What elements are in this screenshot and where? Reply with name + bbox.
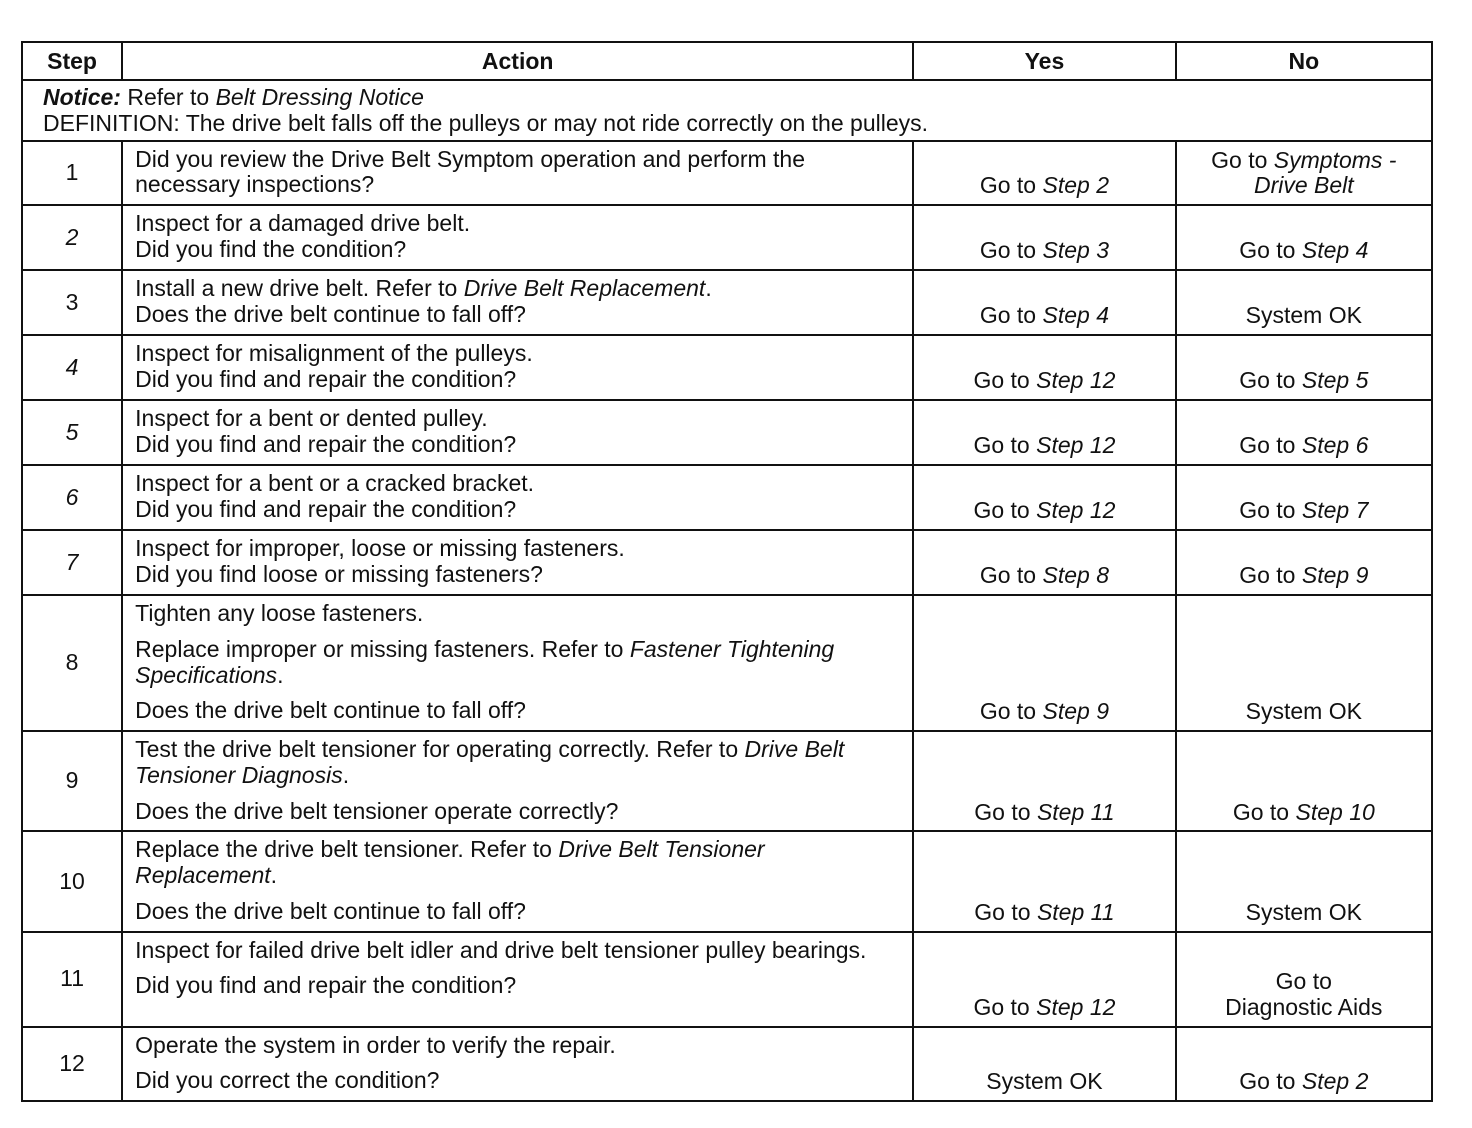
- no-prefix: Go to: [1211, 146, 1274, 173]
- definition-text: DEFINITION: The drive belt falls off the pulleys or may not ride correctly on the pulleys.: [43, 109, 929, 136]
- yes-cell: [913, 400, 1175, 465]
- table-row: [22, 205, 1432, 270]
- step-number: 1: [22, 141, 122, 206]
- action-question: Did you find the condition?: [135, 235, 407, 262]
- table-row: [22, 1027, 1432, 1102]
- yes-cell: [913, 530, 1175, 595]
- action-question: Did you find and repair the condition?: [135, 365, 517, 392]
- action-cell: [122, 205, 913, 270]
- action-text-suffix: .: [277, 661, 284, 688]
- action-cell: [122, 932, 913, 1027]
- step-number: 2: [22, 205, 122, 270]
- action-text: [135, 276, 902, 302]
- step-number: 4: [22, 335, 122, 400]
- diagnostic-table: [21, 41, 1433, 1102]
- step-number: 5: [22, 400, 122, 465]
- action-link[interactable]: Drive Belt Tensioner Replacement: [135, 836, 765, 888]
- header-row: [22, 42, 1432, 80]
- action-link[interactable]: Fastener Tightening Specifications: [135, 635, 835, 688]
- notice-label: Notice:: [43, 84, 121, 110]
- yes-link[interactable]: Step 3: [1042, 237, 1109, 264]
- yes-prefix: Go to: [973, 497, 1037, 524]
- table-row: [22, 335, 1432, 400]
- action-text: Inspect for a damaged drive belt.: [135, 210, 471, 236]
- notice-row: [22, 80, 1432, 141]
- action-text: Inspect for misalignment of the pulleys.: [135, 340, 533, 366]
- action-question: Did you correct the condition?: [135, 1067, 440, 1094]
- table-row: [22, 731, 1432, 831]
- no-cell: [1176, 932, 1432, 1027]
- action-cell: [122, 141, 913, 206]
- no-link[interactable]: Step 7: [1301, 497, 1369, 524]
- yes-link[interactable]: Step 2: [1042, 172, 1109, 199]
- yes-link[interactable]: Step 9: [1042, 698, 1109, 725]
- action-text-suffix: .: [342, 761, 350, 788]
- action-text: Inspect for failed drive belt idler and drive belt tensioner pulley bearings.: [135, 936, 867, 963]
- no-prefix: Go to: [1239, 497, 1302, 524]
- action-question: Does the drive belt continue to fall off?: [135, 897, 526, 924]
- action-text: [135, 637, 902, 689]
- yes-prefix: Go to: [979, 302, 1043, 329]
- action-text-prefix: Replace the drive belt tensioner. Refer to: [135, 836, 559, 863]
- header-no: No: [1176, 42, 1432, 80]
- action-cell: [122, 595, 913, 731]
- header-action: Action: [122, 42, 913, 80]
- step-number: 10: [22, 831, 122, 931]
- table-row: [22, 465, 1432, 530]
- action-cell: [122, 731, 913, 831]
- notice-text: Refer to: [120, 84, 216, 110]
- yes-cell: [913, 731, 1175, 831]
- action-text-prefix: Test the drive belt tensioner for operating correctly. Refer to: [135, 736, 745, 762]
- action-question: Did you find and repair the condition?: [135, 430, 517, 457]
- action-question: Does the drive belt tensioner operate correctly?: [135, 797, 619, 824]
- yes-link[interactable]: Step 12: [1036, 367, 1116, 394]
- yes-cell: [913, 595, 1175, 731]
- action-text: Inspect for a bent or a cracked bracket.: [135, 470, 535, 496]
- step-number: 8: [22, 595, 122, 731]
- action-question: Does the drive belt continue to fall off?: [135, 697, 526, 724]
- action-cell: [122, 1027, 913, 1102]
- action-question: Does the drive belt continue to fall off?: [135, 300, 526, 327]
- action-text: Inspect for a bent or dented pulley.: [135, 405, 488, 431]
- yes-link[interactable]: Step 4: [1042, 302, 1109, 329]
- action-question: Did you find and repair the condition?: [135, 972, 517, 999]
- step-number: 12: [22, 1027, 122, 1102]
- action-text-prefix: Replace improper or missing fasteners. Refer to: [135, 635, 630, 662]
- yes-cell: [913, 465, 1175, 530]
- no-cell: [1176, 335, 1432, 400]
- action-text-suffix: .: [270, 862, 278, 888]
- yes-cell: [913, 932, 1175, 1027]
- yes-link[interactable]: Step 11: [1036, 798, 1115, 825]
- action-link[interactable]: Drive Belt Tensioner Diagnosis: [135, 736, 845, 788]
- action-text: Inspect for improper, loose or missing fasteners.: [135, 535, 625, 561]
- action-text: Did you review the Drive Belt Symptom operation and perform the necessary inspections?: [135, 145, 806, 198]
- header-step: Step: [22, 42, 122, 80]
- yes-link[interactable]: Step 12: [1036, 497, 1116, 524]
- action-text: [135, 737, 902, 789]
- yes-link[interactable]: Step 12: [1036, 993, 1116, 1020]
- yes-prefix: Go to: [979, 562, 1043, 589]
- no-link[interactable]: Step 5: [1301, 367, 1369, 394]
- yes-cell: [913, 831, 1175, 931]
- action-cell: [122, 831, 913, 931]
- action-text-suffix: .: [705, 275, 712, 301]
- no-cell: System OK: [1176, 831, 1432, 931]
- no-cell: [1176, 400, 1432, 465]
- step-number: 7: [22, 530, 122, 595]
- notice-cell: [22, 80, 1432, 141]
- notice-link[interactable]: Belt Dressing Notice: [215, 84, 424, 110]
- step-number: 9: [22, 731, 122, 831]
- action-text-prefix: Install a new drive belt. Refer to: [135, 275, 464, 301]
- no-link[interactable]: Step 2: [1301, 1068, 1369, 1095]
- header-yes: Yes: [913, 42, 1175, 80]
- action-cell: [122, 400, 913, 465]
- notice-line: [43, 85, 1411, 111]
- yes-prefix: Go to: [979, 698, 1043, 725]
- action-question: Did you find loose or missing fasteners?: [135, 560, 543, 587]
- step-number: 11: [22, 932, 122, 1027]
- no-cell: System OK: [1176, 270, 1432, 335]
- table-row: [22, 530, 1432, 595]
- yes-link[interactable]: Step 11: [1036, 898, 1115, 925]
- table-row: [22, 932, 1432, 1027]
- action-question: Did you find and repair the condition?: [135, 495, 517, 522]
- no-link[interactable]: Step 9: [1301, 562, 1369, 589]
- no-link[interactable]: Step 4: [1301, 237, 1369, 264]
- action-link[interactable]: Drive Belt Replacement: [463, 275, 706, 301]
- yes-link[interactable]: Step 8: [1042, 562, 1109, 589]
- no-prefix: Go to: [1239, 432, 1302, 459]
- yes-cell: System OK: [913, 1027, 1175, 1102]
- yes-prefix: Go to: [979, 172, 1043, 199]
- table-row: [22, 831, 1432, 931]
- yes-cell: [913, 270, 1175, 335]
- yes-cell: [913, 335, 1175, 400]
- table-row: [22, 141, 1432, 206]
- yes-prefix: Go to: [973, 367, 1037, 394]
- yes-prefix: Go to: [974, 798, 1037, 825]
- step-number: 3: [22, 270, 122, 335]
- no-prefix: Go to: [1239, 1068, 1302, 1095]
- yes-cell: [913, 205, 1175, 270]
- no-cell: [1176, 465, 1432, 530]
- no-cell: [1176, 141, 1432, 206]
- no-link[interactable]: Symptoms - Drive Belt: [1253, 146, 1397, 199]
- yes-prefix: Go to: [979, 237, 1043, 264]
- no-link[interactable]: Step 6: [1301, 432, 1369, 459]
- action-cell: [122, 270, 913, 335]
- action-text: [135, 837, 902, 889]
- action-cell: [122, 335, 913, 400]
- no-cell: System OK: [1176, 595, 1432, 731]
- table-row: [22, 595, 1432, 731]
- yes-link[interactable]: Step 12: [1036, 432, 1116, 459]
- no-link[interactable]: Step 10: [1295, 798, 1375, 825]
- table-row: [22, 270, 1432, 335]
- no-cell: [1176, 205, 1432, 270]
- yes-prefix: Go to: [973, 993, 1037, 1020]
- no-cell: [1176, 530, 1432, 595]
- no-prefix: Go to: [1239, 237, 1302, 264]
- yes-cell: [913, 141, 1175, 206]
- no-link[interactable]: Diagnostic Aids: [1225, 993, 1383, 1020]
- table-row: [22, 400, 1432, 465]
- no-prefix: Go to: [1239, 367, 1302, 394]
- action-text: Operate the system in order to verify the repair.: [135, 1031, 616, 1058]
- yes-prefix: Go to: [974, 898, 1037, 925]
- action-text: Tighten any loose fasteners.: [135, 600, 424, 626]
- yes-prefix: Go to: [973, 432, 1037, 459]
- no-line: Go to: [1275, 968, 1332, 994]
- action-cell: [122, 530, 913, 595]
- no-cell: [1176, 731, 1432, 831]
- step-number: 6: [22, 465, 122, 530]
- action-cell: [122, 465, 913, 530]
- no-prefix: Go to: [1232, 798, 1296, 825]
- no-cell: [1176, 1027, 1432, 1102]
- no-prefix: Go to: [1239, 562, 1302, 589]
